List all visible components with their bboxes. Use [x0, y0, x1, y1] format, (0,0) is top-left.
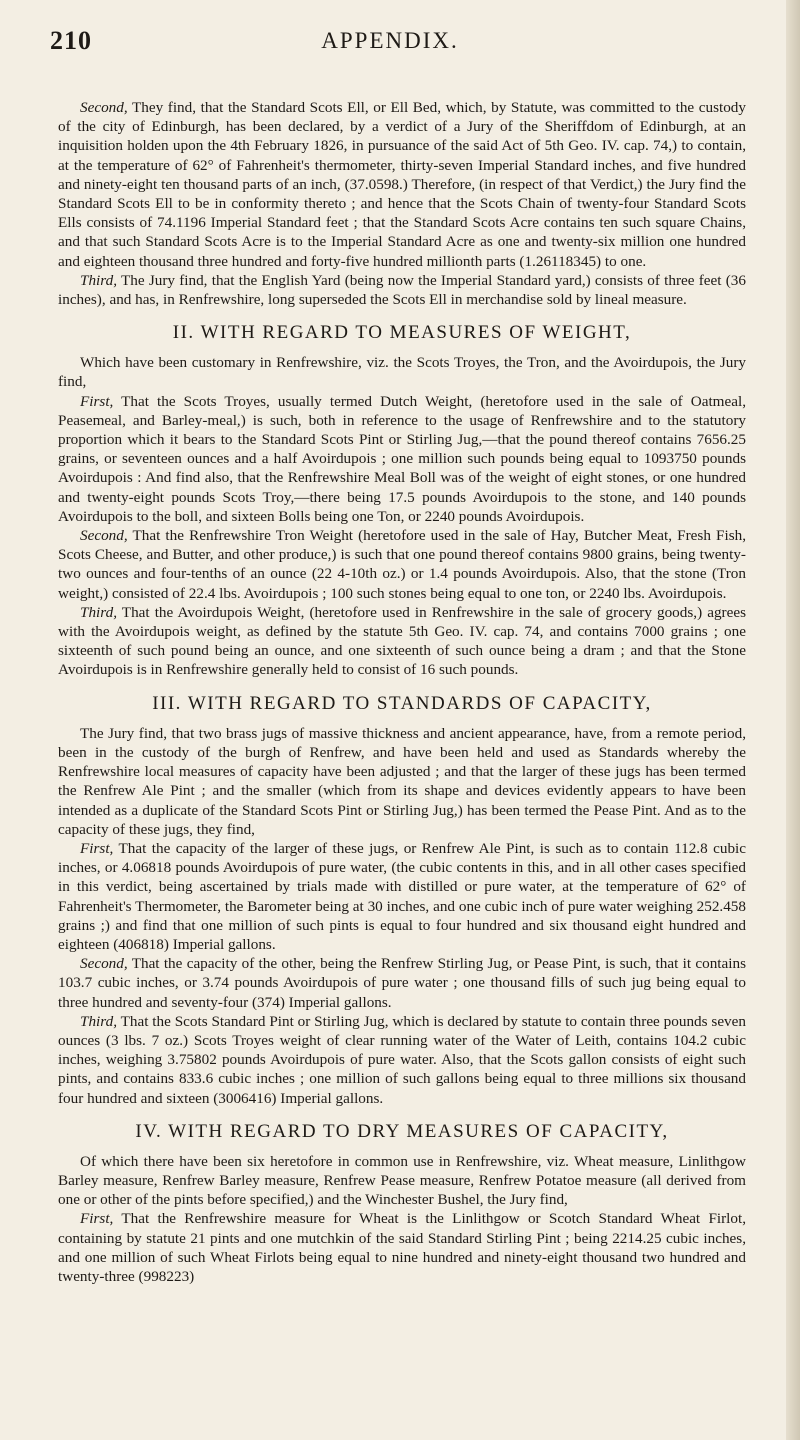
paragraph-lead: Third, — [80, 271, 117, 289]
paragraph-lead: Second, — [80, 955, 128, 973]
section-intro: Of which there have been six heretofore in common use in Renfrewshire, viz. Wheat measure, Linlithgow Barley measure, Renfrew Barley measure, Renfrew Pease measure, Renfrew Potatoe measure (all derived from one or other of the pints before specified,) and the Winchester Bushel, the Jury find, — [58, 1152, 746, 1209]
paragraph-lead: First, — [80, 839, 114, 857]
paragraph — [58, 98, 746, 271]
paragraph-lead: Third, — [80, 603, 117, 621]
paragraph — [58, 603, 746, 680]
page-number: 210 — [50, 26, 92, 55]
section-intro: The Jury find, that two brass jugs of massive thickness and ancient appearance, have, from a remote period, been in the custody of the burgh of Renfrew, and have been held and used as Standards whereby the Renfrewshire local measures of capacity have been adjusted ; and that the larger of these jugs has been termed the Renfrew Ale Pint ; and the smaller (which from its shape and devices evidently appears to have been intended as a duplicate of the Standard Scots Pint or Stirling Jug,) has been termed the Pease Pint. And as to the capacity of these jugs, they find, — [58, 724, 746, 838]
section-intro: Which have been customary in Renfrewshire, viz. the Scots Troyes, the Tron, and the Avoirdupois, the Jury find, — [58, 354, 746, 391]
section-heading-weight: II. WITH REGARD TO MEASURES OF WEIGHT, — [172, 322, 632, 344]
section-heading-dry-measures: IV. WITH REGARD TO DRY MEASURES OF CAPACITY, — [135, 1120, 669, 1142]
paragraph-text: That the Renfrewshire Tron Weight (heretofore used in the sale of Hay, Butcher Meat, Fresh Fish, Scots Cheese, and Butter, and other produce,) is such that one pound thereof contains 9800 grains, being twenty-two ounces and four-tenths of an ounce (22 4-10th oz.) or 1.4 pounds Avoirdupois. Also, that the stone (Tron weight,) consisted of 22.4 lbs. Avoirdupois ; 100 such stones being equal to one ton, or 2240 lbs. Avoirdupois. — [58, 527, 746, 602]
paragraph — [58, 839, 746, 954]
paragraph — [58, 271, 746, 309]
paragraph-lead: Second, — [80, 527, 128, 545]
page-edge — [786, 0, 800, 1440]
paragraph-text: That the capacity of the other, being the Renfrew Stirling Jug, or Pease Pint, is such, that it contains 103.7 cubic inches, or 3.74 pounds Avoirdupois of pure water ; one thousand fills of such jug being equal to three hundred and seventy-four (374) Imperial gallons. — [58, 955, 746, 1011]
paragraph — [58, 526, 746, 603]
paragraph-lead: First, — [80, 392, 114, 410]
paragraph — [58, 1209, 746, 1286]
paragraph-text: They find, that the Standard Scots Ell, or Ell Bed, which, by Statute, was committed to the custody of the city of Edinburgh, has been declared, by a verdict of a Jury of the Sheriffdom of Edinburgh, at an inquisition holden upon the 4th February 1826, in pursuance of the said Act of 5th Geo. IV. cap. 74,) to contain, at the temperature of 62° of Fahrenheit's thermometer, thirty-seven Imperial Standard inches, and five hundred and ninety-eight ten thousand parts of an inch, (37.0598.) Therefore, (in respect of that Verdict,) the Jury find the Standard Scots Ell to be in conformity thereto ; and hence that the Scots Chain of twenty-four Standard Scots Ells consists of 74.1196 Imperial Standard feet ; that the Standard Scots Acre contains ten such square Chains, and that such Standard Scots Acre is to the Imperial Standard Acre as one and twenty-six million one hundred and eighteen thousand three hundred and forty-five hundred millionth parts (1.26118345) to one. — [58, 99, 746, 270]
paragraph-text: The Jury find, that the English Yard (being now the Imperial Standard yard,) consists of three feet (36 inches), and has, in Renfrewshire, long superseded the Scots Ell in merchandise sold by lineal measure. — [58, 271, 746, 309]
paragraph-text: That the Renfrewshire measure for Wheat is the Linlithgow or Scotch Standard Wheat Firlot, containing by statute 21 pints and one mutchkin of the said Standard Stirling Pint ; being 2214.25 cubic inches, and one million of such Wheat Firlots being equal to nine hundred and ninety-eight thousand two hundred and twenty-three (998223) — [58, 1210, 746, 1285]
page-content — [58, 98, 746, 1286]
paragraph-lead: First, — [80, 1210, 114, 1228]
paragraph-text: That the capacity of the larger of these jugs, or Renfrew Ale Pint, is such as to contain 112.8 cubic inches, or 4.06818 pounds Avoirdupois of pure water, (the cubic contents in this, and in all other cases specified in this verdict, being ascertained by trials made with distilled or pure water, at the temperature of 62° of Fahrenheit's Thermometer, the Barometer being at 30 inches, and one cubic inch of pure water weighing 252.458 grains ;) and find that one million of such pints is equal to four hundred and six thousand eight hundred and eighteen (406818) Imperial gallons. — [58, 839, 746, 953]
paragraph-text: That the Scots Troyes, usually termed Dutch Weight, (heretofore used in the sale of Oatmeal, Peasemeal, and Barley-meal,) is such, both in reference to the usage of Renfrewshire and to the statutory proportion which it bears to the Standard Scots Pint or Stirling Jug,—that the pound thereof contains 7656.25 grains, or seventeen ounces and a half Avoirdupois ; one million such pounds being equal to 1093750 pounds Avoirdupois : And find also, that the Renfrewshire Meal Boll was of the weight of eight stones, or one hundred and twenty-eight pounds Scots Troy,—there being 17.5 pounds Avoirdupois to the stone, and 140 pounds Avoirdupois to the boll, and sixteen Bolls being one Ton, or 2240 pounds Avoirdupois. — [58, 392, 746, 525]
paragraph-lead: Third, — [80, 1012, 117, 1030]
paragraph-text: That the Avoirdupois Weight, (heretofore used in Renfrewshire in the sale of grocery goods,) agrees with the Avoirdupois weight, as defined by the statute 5th Geo. IV. cap. 74, and contains 7000 grains ; one sixteenth of such pound being an ounce, and one sixteenth of such ounce being a dram ; and that the Stone Avoirdupois is in Renfrewshire generally held to consist of 16 such pounds. — [58, 603, 746, 679]
paragraph — [58, 954, 746, 1012]
paragraph-text: That the Scots Standard Pint or Stirling Jug, which is declared by statute to contain three pounds seven ounces (3 lbs. 7 oz.) Scots Troyes weight of clear running water of the Water of Leith, contains 104.2 cubic inches, weighing 3.75802 pounds Avoirdupois of pure water. Also, that the Scots gallon consists of eight such pints, and contains 833.6 cubic inches ; one million of such gallons being equal to three millions six thousand four hundred and sixteen (3006416) Imperial gallons. — [58, 1012, 746, 1107]
running-head: APPENDIX. — [321, 28, 459, 53]
page-header — [50, 22, 730, 62]
paragraph-lead: Second, — [80, 99, 128, 116]
paragraph — [58, 1012, 746, 1108]
section-heading-capacity: III. WITH REGARD TO STANDARDS OF CAPACITY, — [152, 692, 652, 714]
paragraph — [58, 392, 746, 526]
